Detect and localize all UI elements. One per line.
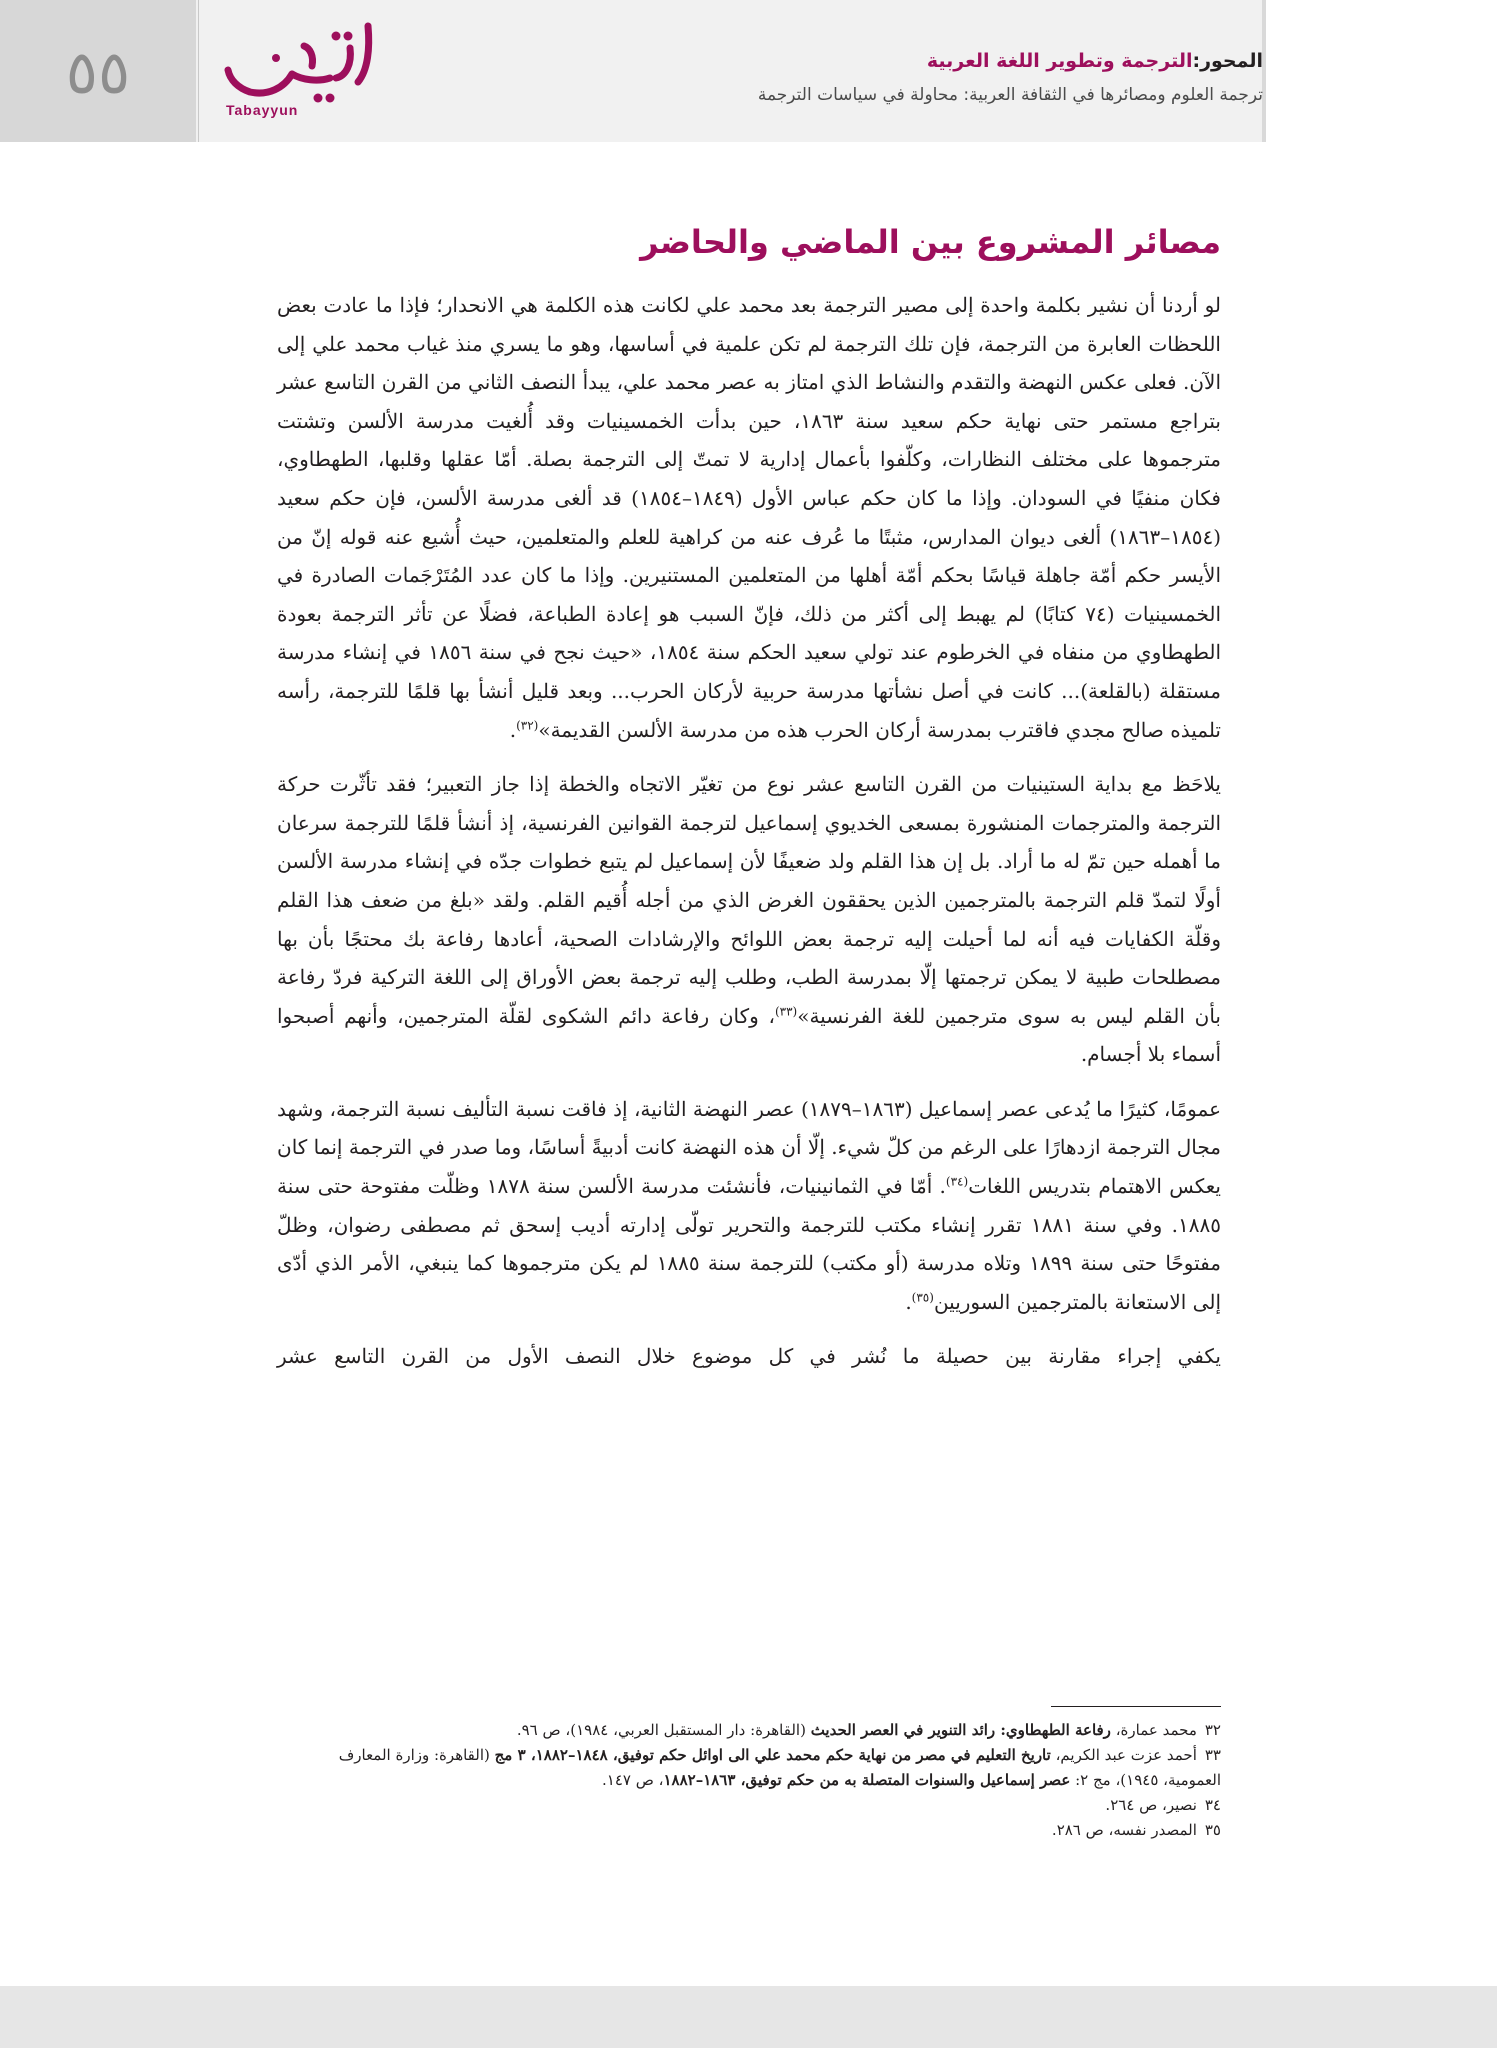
paragraph <box>277 765 1221 1074</box>
paragraph-text: لو أردنا أن نشير بكلمة واحدة إلى مصير الترجمة بعد محمد علي لكانت هذه الكلمة هي الانحدار؛ فإذا ما عادت بعض اللحظات العابرة من الترجمة، فإن تلك الترجمة لم تكن علمية في أساسها، وهو ما يسري منذ غياب محمد علي إلى الآن. فعلى عكس النهضة والتقدم والنشاط الذي امتاز به عصر محمد علي، يبدأ النصف الثاني من القرن التاسع عشر بتراجع مستمر حتى نهاية حكم سعيد سنة ١٨٦٣، حين بدأت الخمسينيات وقد أُلغيت مدرسة الألسن وتشتت مترجموها على مختلف النظارات، وكلّفوا بأعمال إدارية لا تمتّ إلى الترجمة بصلة. أمّا عقلها وقلبها، الطهطاوي، فكان منفيًا في السودان. وإذا ما كان حكم عباس الأول (١٨٤٩–١٨٥٤) قد ألغى مدرسة الألسن، فإن حكم سعيد (١٨٥٤–١٨٦٣) ألغى ديوان المدارس، مثبتًا ما عُرف عنه من كراهية للعلم والمتعلمين، حيث أُشيع عنه قوله إنّ من الأيسر حكم أمّة جاهلة قياسًا بحكم أمّة أهلها من المتعلمين المستنيرين. وإذا ما كان عدد المُتَرْجَمات الصادرة في الخمسينيات (٧٤ كتابًا) لم يهبط إلى أكثر من ذلك، فإنّ السبب هو إعادة الطباعة، فضلًا عن تأثر الترجمة بعودة الطهطاوي من منفاه في الخرطوم عند تولي سعيد الحكم سنة ١٨٥٤، «حيث نجح في سنة ١٨٥٦ في إنشاء مدرسة مستقلة (بالقلعة)... كانت في أصل نشأتها مدرسة حربية لأركان الحرب... وبعد قليل أنشأ بها قلمًا للترجمة، رأسه تلميذه صالح مجدي فاقترب بمدرسة أركان الحرب هذه من مدرسة الألسن القديمة» <box>277 293 1222 742</box>
paragraph-text: . <box>905 1289 912 1314</box>
paragraph-text: عمومًا، كثيرًا ما يُدعى عصر إسماعيل (١٨٦٣–١٨٧٩) عصر النهضة الثانية، إذ فاقت نسبة التأليف نسبة الترجمة، وشهد مجال الترجمة ازدهارًا على الرغم من كلّ شيء. إلّا أن هذه النهضة كانت أدبيةً أساسًا، وما صدر في الترجمة إنما كان يعكس الاهتمام بتدريس اللغات <box>277 1096 1222 1199</box>
page-footer-band <box>0 1986 1497 2048</box>
paragraph: لو أردنا أن نشير بكلمة واحدة إلى مصير الترجمة بعد محمد علي لكانت هذه الكلمة هي الانحدار؛ فإذا ما عادت بعض اللحظات العابرة من الترجمة، فإن تلك الترجمة لم تكن علمية في أساسها، وهو ما يسري منذ غياب محمد علي إلى الآن. فعلى عكس النهضة والتقدم والنشاط الذي امتاز به عصر محمد علي، يبدأ النصف الثاني من القرن التاسع عشر بتراجع مستمر حتى نهاية حكم سعيد سنة ١٨٦٣، حين بدأت الخمسينيات وقد أُلغيت مدرسة الألسن وتشتت مترجموها على مختلف النظارات، وكلّفوا بأعمال إدارية لا تمتّ إلى الترجمة بصلة. أمّا عقلها وقلبها، الطهطاوي، فكان منفيًا في السودان. وإذا ما كان حكم عباس الأول (١٨٤٩–١٨٥٤) قد ألغى مدرسة الألسن، فإن حكم سعيد (١٨٥٤–١٨٦٣) ألغى ديوان المدارس، مثبتًا ما عُرف عنه من كراهية للعلم والمتعلمين، حيث أُشيع عنه قوله إنّ من الأيسر حكم أمّة جاهلة قياسًا بحكم أمّة أهلها من المتعلمين المستنيرين. وإذا ما كان عدد المُتَرْجَمات الصادرة في الخمسينيات (٧٤ كتابًا) لم يهبط إلى أكثر من ذلك، فإنّ السبب هو إعادة الطباعة، فضلًا عن تأثر الترجمة بعودة الطهطاوي من منفاه في الخرطوم عند تولي سعيد الحكم سنة ١٨٥٤، «حيث نجح في سنة ١٨٥٦ في إنشاء مدرسة مستقلة (بالقلعة)... كانت في أصل نشأتها مدرسة حربية لأركان الحرب... وبعد قليل أنشأ بها قلمًا للترجمة، رأسه تلميذه صالح مجدي فاقترب بمدرسة أركان الحرب هذه من مدرسة الألسن القديمة»$^{(٣٢)}$. <box>277 293 1222 742</box>
tabayyun-logo-icon <box>218 18 386 112</box>
article-body <box>277 286 1221 1392</box>
logo-latin-text: Tabayyun <box>226 102 299 118</box>
paragraph-text: يلاحَظ مع بداية الستينيات من القرن التاسع عشر نوع من تغيّر الاتجاه والخطة إذا جاز التعبير؛ فقد تأثّرت حركة الترجمة والمترجمات المنشورة بمسعى الخديوي إسماعيل لترجمة القوانين الفرنسية، إذ أنشأ قلمًا للترجمة سرعان ما أهمله حين تمّ له ما أراد. بل إن هذا القلم ولد ضعيفًا لأن إسماعيل لم يتبع خطوات جدّه في إنشاء مدرسة الألسن أولًا لتمدّ قلم الترجمة بالمترجمين الذين يحققون الغرض الذي من أجله أُقيم القلم. ولقد «بلغ من ضعف هذا القلم وقلّة الكفايات فيه أنه لما أحيلت إليه ترجمة بعض اللوائح والإرشادات الصحية، أعادها رفاعة بك محتجًا بأن بها مصطلحات طبية لا يمكن ترجمتها إلّا بمدرسة الطب، وطلب إليه ترجمة بعض الأوراق إلى اللغة التركية فردّ رفاعة بأن القلم ليس به سوى مترجمين للغة الفرنسية» <box>277 772 1221 1028</box>
footnote-book-title: عصر إسماعيل والسنوات المتصلة به من حكم توفيق، ١٨٦٣–١٨٨٢ <box>663 1771 1071 1789</box>
footnote-text: محمد عمارة، <box>1110 1721 1197 1739</box>
footnote-number: ٣٥ <box>1204 1821 1221 1839</box>
paragraph-text: ، وكان رفاعة دائم الشكوى لقلّة المترجمين، وأنهم أصبحوا أسماء بلا أجسام. <box>277 1003 1221 1067</box>
axis-label: المحور: <box>1192 50 1263 72</box>
axis-title-line <box>758 44 1263 78</box>
running-head <box>758 44 1263 112</box>
journal-logo <box>198 0 394 142</box>
footnotes <box>277 1718 1221 1843</box>
footnote-text: نصير، ص ٢٦٤. <box>1105 1796 1197 1814</box>
footnote <box>277 1743 1221 1793</box>
page-number-box <box>0 0 196 142</box>
article-title: ترجمة العلوم ومصائرها في الثقافة العربية: محاولة في سياسات الترجمة <box>757 85 1263 105</box>
footnote-text: أحمد عزت عبد الكريم، <box>1050 1746 1197 1764</box>
footnote-ref[interactable]: (٣٤) <box>945 1174 969 1189</box>
section-title: مصائر المشروع بين الماضي والحاضر <box>640 223 1221 261</box>
footnote-ref[interactable]: (٣٢) <box>516 717 539 732</box>
footnote-divider <box>1051 1706 1221 1707</box>
paragraph-text: . أمّا في الثمانينيات، فأنشئت مدرسة الألسن سنة ١٨٧٨ وظلّت مفتوحة حتى سنة ١٨٨٥. وفي سنة ١٨٨١ تقرر إنشاء مكتب للترجمة والتحرير تولّى إدارته أديب إسحق ثم مصطفى رضوان، وظلّ مفتوحًا حتى سنة ١٨٩٩ وتلاه مدرسة (أو مكتب) للترجمة سنة ١٨٨٥ لم يكن مترجموها كما ينبغي، الأمر الذي أدّى إلى الاستعانة بالمترجمين السوريين <box>277 1174 1221 1314</box>
footnote-text: المصدر نفسه، ص ٢٨٦. <box>1051 1821 1197 1839</box>
footnote-number: ٣٢ <box>1204 1721 1221 1739</box>
footnote-text: (القاهرة: دار المستقبل العربي، ١٩٨٤)، ص ٩٦. <box>516 1721 811 1739</box>
footnote <box>277 1818 1221 1843</box>
page-number: ٥٥ <box>65 38 131 108</box>
paragraph <box>277 1337 1221 1376</box>
footnote <box>277 1718 1221 1743</box>
footnote-text: ، ص ١٤٧. <box>601 1771 664 1789</box>
footnote <box>277 1793 1221 1818</box>
footnote-ref[interactable]: (٣٥) <box>911 1290 934 1305</box>
footnote-ref[interactable]: (٣٣) <box>774 1004 798 1019</box>
footnote-book-title: تاريخ التعليم في مصر من نهاية حكم محمد علي الى اوائل حكم توفيق، ١٨٤٨–١٨٨٢، ٣ مج <box>494 1746 1051 1764</box>
footnote-number: ٣٣ <box>1204 1746 1221 1764</box>
logo-divider <box>198 0 199 142</box>
footnote-number: ٣٤ <box>1204 1796 1221 1814</box>
footnote-text: (القاهرة: وزارة المعارف العمومية، ١٩٤٥)، مج ٢: <box>338 1746 1221 1789</box>
paragraph <box>277 1090 1221 1322</box>
axis-title: الترجمة وتطوير اللغة العربية <box>926 50 1193 72</box>
paragraph-text: يكفي إجراء مقارنة بين حصيلة ما نُشر في كل موضوع خلال النصف الأول من القرن التاسع عشر <box>277 1344 1221 1369</box>
footnote-book-title: رفاعة الطهطاوي: رائد التنوير في العصر الحديث <box>810 1721 1111 1739</box>
